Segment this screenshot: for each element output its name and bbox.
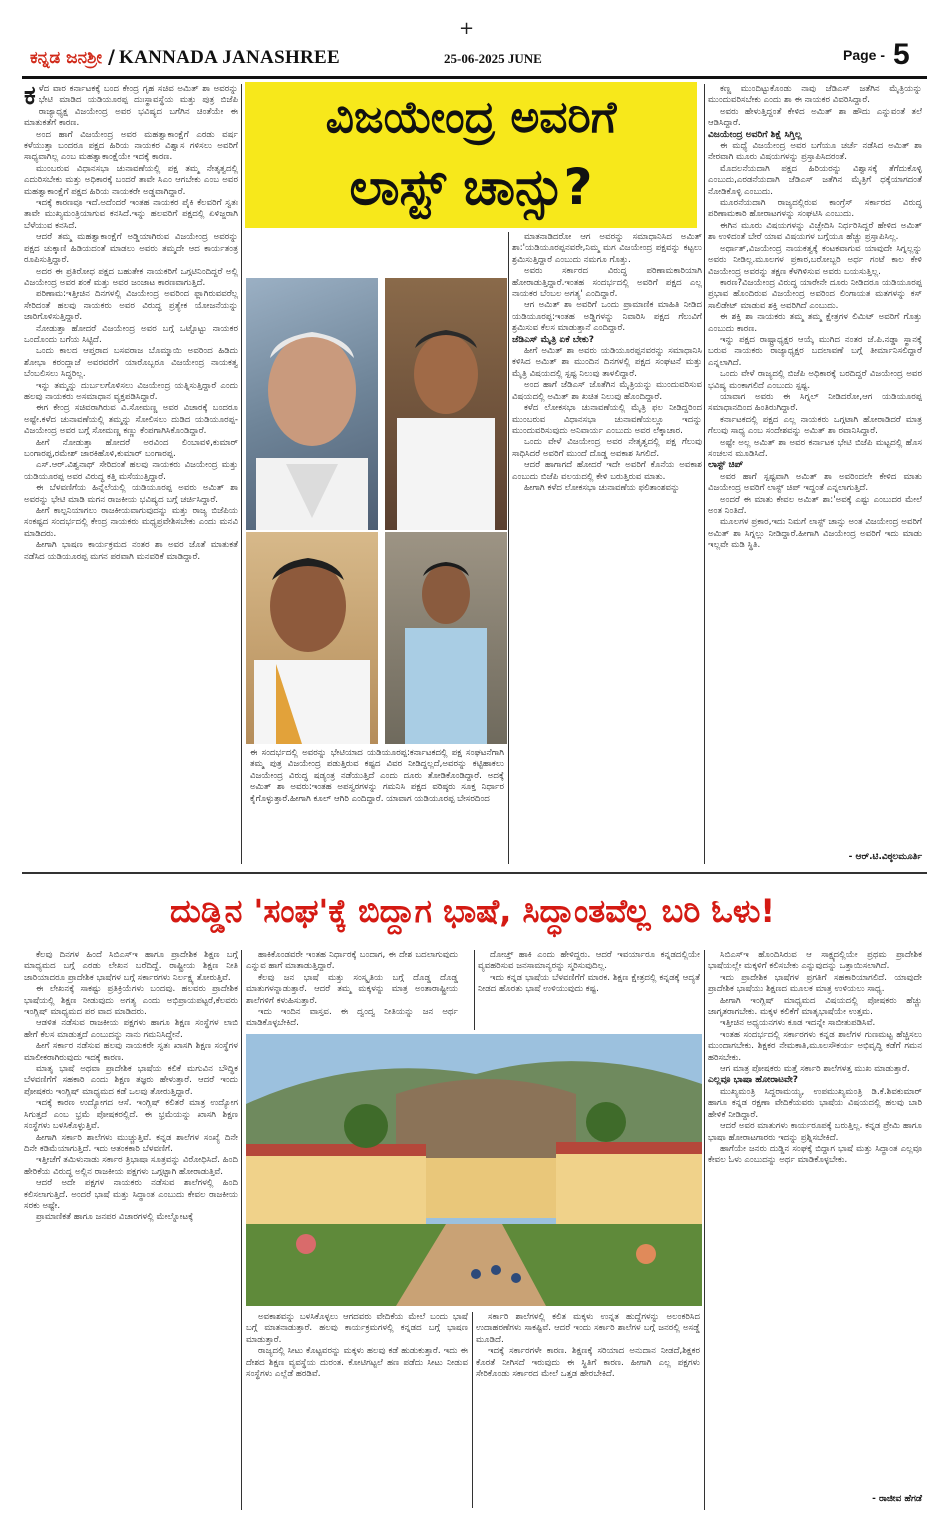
crop-mark-icon: + — [459, 18, 475, 39]
paragraph: ಅಂದ ಹಾಗೆ ಜೆಡಿಎಸ್ ಜೊತೆಗಿನ ಮೈತ್ರಿಯನ್ನು ಮುಂದುವರಿಸುವ ವಿಷಯದಲ್ಲಿ ಅಮಿತ್ ಶಾ ಖಚಿತ ನಿಲುವು ಹೊಂದಿದ್ದಾರೆ. — [512, 380, 702, 402]
paragraph: ಳೆದ ವಾರ ಕರ್ನಾಟಕಕ್ಕೆ ಬಂದ ಕೇಂದ್ರ ಗೃಹ ಸಚಿವ ಅಮಿತ್ ಶಾ ಅವರನ್ನು ಭೇಟಿ ಮಾಡಿದ ಯಡಿಯೂರಪ್ಪ ದುಃಸ್ಥಾವಸ್ಥೆಯ ಮತ್ತು ಪುತ್ರ ಬಿಜೆಪಿ ರಾಜ್ಯಾಧ್ಯಕ್ಷ ವಿಜಯೇಂದ್ರ ಅವರ ಭವಿಷ್ಯದ ಬಗೆಗಿನ ಚಿಂತೆಯೇ ಈ ಮಾತುಕತೆಗೆ ಕಾರಣ. — [24, 84, 238, 129]
paragraph: ಹೀಗಾಗಿ ಭಾಷಣ ಕಾರ್ಯಕ್ರಮದ ನಂತರ ಶಾ ಅವರ ಜೊತೆ ಮಾತುಕತೆ ನಡೆಸಿದ ಯಡಿಯೂರಪ್ಪ ಮಗನ ಪರವಾಗಿ ಮನವರಿಕೆ ಮಾಡಿದ್ದಾರೆ. — [24, 540, 238, 562]
paragraph: ಅವರ ಹಾಗೆ ಸ್ಪಷ್ಟವಾಗಿ ಅಮಿತ್ ಶಾ ಅವರಿಂದಲೇ ಕೇಳಿದ ಮಾತು ವಿಜಯೇಂದ್ರ ಅವರಿಗೆ ಲಾಸ್ಟ್ ಚಿಪ್ ಇದ್ದಂತೆ ಎನ್ನಲಾಗುತ್ತಿದೆ. — [708, 471, 922, 494]
column-divider — [704, 950, 705, 1510]
section-rule — [22, 872, 927, 874]
paragraph: ಆಡಳಿತ ನಡೆಸುವ ರಾಜಕೀಯ ಪಕ್ಷಗಳು ಹಾಗೂ ಶಿಕ್ಷಣ ಸಂಸ್ಥೆಗಳ ಲಾಬಿ ಹೇಗೆ ಕೆಲಸ ಮಾಡುತ್ತದೆ ಎಂಬುದನ್ನು ನಾನು ಗಮನಿಸಿದ್ದೇನೆ. — [24, 1018, 238, 1040]
paragraph: ಕಾರಣ?ವಿಜಯೇಂದ್ರ ವಿರುದ್ಧ ಯಾರೇನೇ ದೂರು ನೀಡಿದರೂ ಯಡಿಯೂರಪ್ಪ ಪ್ರಭಾವ ಹೊಂದಿರುವ ವಿಜಯೇಂದ್ರ ಅವರಿಂದ ಲಿಂಗಾಯತ ಮತಗಳನ್ನು ಕಸ್ ಸಾಲಿಡೇಟ್ ಮಾಡುವ ಶಕ್ತಿ ಅವರಿಗಿದೆ ಎಂಬುದು. — [708, 277, 922, 311]
portrait-man-smiling-icon — [385, 278, 507, 530]
paragraph: ಈಗ ಕೇಂದ್ರ ಸಚಿವರಾಗಿರುವ ವಿ.ಸೋಮಣ್ಣ ಅವರ ವಿಚಾರಕ್ಕೆ ಬಂದರೂ ಅಷ್ಟೇ.ಕಳೆದ ಚುನಾವಣೆಯಲ್ಲಿ ತಮ್ಮನ್ನು ಸೋಲಿಸಲು ದುಡಿದ ಯಡಿಯೂರಪ್ಪ-ವಿಜಯೇಂದ್ರ ಅವರ ಬಗ್ಗೆ ಸೋಮಣ್ಣ ಕಣ್ಣು ಕೆಂಪಗಾಗಿಸಿಕೊಂಡಿದ್ದಾರೆ. — [24, 403, 238, 437]
paragraph: ಪರಿಣಾಮ:ಇತ್ತೀಚಿನ ದಿನಗಳಲ್ಲಿ ವಿಜಯೇಂದ್ರ ಅವರಿಂದ ಫ್ಲಾಗಿರುವವರೆಲ್ಲ ಸೇರಿದಂತೆ ಹಲವು ನಾಯಕರು ಅವರ ವಿರುದ್ಧ ಪ್ರತ್ಯೇಕ ಯೋಜನೆಯನ್ನು ಜಾರಿಗೊಳಿಸುತ್ತಿದ್ದಾರೆ. — [24, 289, 238, 323]
paragraph: ದೋಚ್ತ್ ಹಾಕಿ ಎಂದು ಹೇಳಿದ್ದರು. ಆದರೆ ಇವರ್ಯಾರೂ ಕನ್ನಡದಲ್ಲಿಯೇ ವ್ಯವಹರಿಸುವ ಜನಸಾಮಾನ್ಯರನ್ನು ಸ್ಮರಿಸುವುದಿಲ್ಲ. — [478, 950, 700, 972]
paragraph: ಯಾವಾಗ ಅವರು ಈ ಸಿಗ್ನಲ್ ನೀಡಿದರೋ,ಆಗ ಯಡಿಯೂರಪ್ಪ ಸಮಾಧಾನದಿಂದ ಹಿಂತಿರುಗಿದ್ದಾರೆ. — [708, 391, 922, 414]
article2-headline-box — [0, 880, 945, 944]
paragraph: ಇದಕ್ಕೆ ಕಾರಣ ಉದ್ಯೋಗದ ಆಸೆ. ಇಂಗ್ಲಿಷ್ ಕಲಿತರೆ ಮಾತ್ರ ಉದ್ಯೋಗ ಸಿಗುತ್ತದೆ ಎಂಬ ಭ್ರಮೆ ಪೋಷಕರಲ್ಲಿದೆ. ಈ ಭ್ರಮೆಯನ್ನು ಖಾಸಗಿ ಶಿಕ್ಷಣ ಸಂಸ್ಥೆಗಳು ಬಳಸಿಕೊಳ್ಳುತ್ತಿವೆ. — [24, 1098, 238, 1132]
paragraph: ಅಂದ ಹಾಗೆ ವಿಜಯೇಂದ್ರ ಅವರ ಮಹತ್ವಾಕಾಂಕ್ಷೆಗೆ ಎರಡು ವರ್ಷ ಕಳೆಯುತ್ತಾ ಬಂದರೂ ಪಕ್ಷದ ಹಿರಿಯ ನಾಯಕರ ವಿಶ್ವಾಸ ಗಳಿಸಲು ಅವರಿಗೆ ಸಾಧ್ಯವಾಗಿಲ್ಲ ಎಂಬ ಮಹತ್ವಾಕಾಂಕ್ಷೆಯೇ ಇದಕ್ಕೆ ಕಾರಣ. — [24, 129, 238, 163]
photo-caption: ಈ ಸಂದರ್ಭದಲ್ಲಿ ಅವರನ್ನು ಭೇಟಿಯಾದ ಯಡಿಯೂರಪ್ಪ:ಕರ್ನಾಟಕದಲ್ಲಿ ಪಕ್ಷ ಸಂಘಟನೆಗಾಗಿ ತಮ್ಮ ಪುತ್ರ ವಿಜಯೇಂದ್ರ ಪಡುತ್ತಿರುವ ಕಷ್ಟದ ವಿವರ ನೀಡಿದ್ದಲ್ಲದೆ,ಅವರನ್ನು ಕಟ್ಟಿಹಾಕಲು ವಿಜಯೇಂದ್ರ ವಿರುದ್ಧ ಷಡ್ಯಂತ್ರ ನಡೆಯುತ್ತಿದೆ ಎಂದು ದೂರು ತೋಡಿಕೊಂಡಿದ್ದಾರೆ. ಅದಕ್ಕೆ ಅಮಿತ್ ಶಾ ಅವರು:ಇಂತಹ ಅಪಸ್ವರಗಳನ್ನು ಗಮನಿಸಿ ಪಕ್ಷದ ವರಿಷ್ಠರು ಸೂಕ್ತ ನಿರ್ಧಾರ ಕೈಗೊಳ್ಳುತ್ತಾರೆ.ಹೀಗಾಗಿ ಕೂಲ್ ಆಗಿರಿ ಎಂದಿದ್ದಾರೆ. ಯಾವಾಗ ಯಡಿಯೂರಪ್ಪ ಬೇಸರದಿಂದ — [250, 748, 504, 804]
paragraph: ಇನ್ನು ತಮ್ಮನ್ನು ದುರ್ಬಲಗೊಳಿಸಲು ವಿಜಯೇಂದ್ರ ಯತ್ನಿಸುತ್ತಿದ್ದಾರೆ ಎಂದು ಹಲವು ನಾಯಕರು ಅಸಮಾಧಾನ ವ್ಯಕ್ತಪಡಿಸಿದ್ದಾರೆ. — [24, 380, 238, 402]
paragraph: ಅವಕಾಶವನ್ನು ಬಳಸಿಕೊಳ್ಳಲು ಆಗದವರು ವೇದಿಕೆಯ ಮೇಲೆ ಬಂದು ಭಾಷೆ ಬಗ್ಗೆ ಮಾತನಾಡುತ್ತಾರೆ. ಹಲವು ಕಾರ್ಯಕ್ರಮಗಳಲ್ಲಿ ಕನ್ನಡದ ಬಗ್ಗೆ ಭಾಷಣ ಮಾಡುತ್ತಾರೆ. — [246, 1312, 468, 1345]
column-divider — [704, 84, 705, 864]
paragraph: ಆಗ ಮಾತ್ರ ಪೋಷಕರು ಮತ್ತೆ ಸರ್ಕಾರಿ ಶಾಲೆಗಳತ್ತ ಮುಖ ಮಾಡುತ್ತಾರೆ. — [720, 1064, 910, 1075]
portrait-man-white-hair-icon — [246, 278, 378, 530]
dateline: 25-06-2025 JUNE — [444, 51, 542, 66]
article1-headline-line2: ಲಾಸ್ಟ್ ಚಾನ್ಸು? — [349, 158, 593, 216]
column-divider — [241, 84, 242, 864]
subheading: ಜೆಡಿಎಸ್ ಮೈತ್ರಿ ಏಕೆ ಬೇಕು? — [512, 334, 594, 345]
paragraph: ರಾಜ್ಯದಲ್ಲಿ ಸೀಟು ಕೊಟ್ಟವರನ್ನು ಮಕ್ಕಳು ಹಲವು ಕಡೆ ಹುಡುಕುತ್ತಾರೆ. ಇದು ಈ ದೇಶದ ಶಿಕ್ಷಣ ವ್ಯವಸ್ಥೆಯ ದುರಂತ. ಕೋಟಿಗಟ್ಟಲೆ ಹಣ ಪಡೆದು ಸೀಟು ನೀಡುವ ಸಂಸ್ಥೆಗಳು ಎಲ್ಲೆಡೆ ಹರಡಿವೆ. — [246, 1346, 468, 1380]
article1-col1 — [24, 84, 238, 864]
paragraph: ಹೀಗಾಗಿ ಕಳೆದ ಲೋಕಸಭಾ ಚುನಾವಣೆಯ ಫಲಿತಾಂಶವನ್ನು — [524, 482, 680, 493]
paragraph: ಅಷ್ಟೇ ಅಲ್ಲ ಅಮಿತ್ ಶಾ ಅವರ ಕರ್ನಾಟಕ ಭೇಟಿ ಬಿಜೆಪಿ ಮಟ್ಟದಲ್ಲಿ ಹೊಸ ಸಂಚಲನ ಮೂಡಿಸಿದೆ. — [708, 437, 922, 459]
subheading: ಎಲ್ಲವೂ ಭಾಷಾ ಹೋರಾಟವೇ? — [708, 1075, 798, 1086]
photo-r-ashok — [246, 532, 378, 744]
paragraph: ಸಿಬಿಎಸ್‌ಇ ಹೊಂದಿಸಿರುವ ಆ ಸಾಕ್ಷ್ಯದಲ್ಲಿಯೇ ಪ್ರಥಮ ಪ್ರಾದೇಶಿಕ ಭಾಷೆಯಲ್ಲೇ ಮಕ್ಕಳಿಗೆ ಕಲಿಸಬೇಕು ಎನ್ನುವುದನ್ನು ಒತ್ತಾಯಿಸಲಾಗಿದೆ. — [708, 950, 922, 972]
article2-col2-top — [246, 950, 458, 1030]
subheading: ಲಾಸ್ಟ್ ಚಿಪ್ — [708, 460, 744, 471]
photo-vijayendra — [385, 532, 507, 744]
article2-col3-bottom — [476, 1312, 700, 1508]
paragraph: ಕೆಲವು ಜನ ಭಾಷೆ ಮತ್ತು ಸಂಸ್ಕೃತಿಯ ಬಗ್ಗೆ ದೊಡ್ಡ ದೊಡ್ಡ ಮಾತುಗಳನ್ನಾಡುತ್ತಾರೆ. ಆದರೆ ತಮ್ಮ ಮಕ್ಕಳನ್ನು ಮಾತ್ರ ಅಂತಾರಾಷ್ಟ್ರೀಯ ಶಾಲೆಗಳಿಗೆ ಕಳುಹಿಸುತ್ತಾರೆ. — [246, 972, 458, 1006]
paragraph: ಪ್ರಾಮಾಣಿಕತೆ ಹಾಗೂ ಜನಪರ ವಿಚಾರಗಳಲ್ಲಿ ಮೇಲ್ನೋಟಕ್ಕೆ — [36, 1212, 194, 1223]
column-divider — [241, 950, 242, 1510]
paragraph: ಮಾತೃ ಭಾಷೆ ಅಥವಾ ಪ್ರಾದೇಶಿಕ ಭಾಷೆಯ ಕಲಿಕೆ ಮಗುವಿನ ಬೌದ್ಧಿಕ ಬೆಳವಣಿಗೆಗೆ ಸಹಕಾರಿ ಎಂದು ಶಿಕ್ಷಣ ತಜ್ಞರು ಹೇಳುತ್ತಾರೆ. ಆದರೆ ಇಂದು ಪೋಷಕರು ಇಂಗ್ಲಿಷ್ ಮಾಧ್ಯಮದ ಕಡೆ ಒಲವು ತೋರುತ್ತಿದ್ದಾರೆ. — [24, 1064, 238, 1097]
paragraph: ಆಗ ಅಮಿತ್ ಶಾ ಅವರಿಗೆ ಒಂದು ಪ್ರಾಮಾಣಿಕ ಮಾಹಿತಿ ನೀಡಿದ ಯಡಿಯೂರಪ್ಪ:ಇಂತಹ ಅಡ್ಡಿಗಳನ್ನು ನಿವಾರಿಸಿ ಪಕ್ಷದ ಗೆಲುವಿಗೆ ಶ್ರಮಿಸುವ ಕೆಲಸ ಮಾಡುತ್ತಾನೆ ಎಂದಿದ್ದಾರೆ. — [512, 300, 702, 334]
article1-headline-line1: ವಿಜಯೇಂದ್ರ ಅವರಿಗೆ — [325, 92, 617, 143]
brand-separator: / — [108, 46, 115, 68]
dropcap: ಕ — [24, 84, 36, 111]
article2-col2-bottom — [246, 1312, 468, 1508]
paragraph: ಹೀಗೆ ಕಾಲ್ಪನಿಯಾಗಲು ರಾಜಕೀಯವಾಗುವುದನ್ನು ಮತ್ತು ರಾಜ್ಯ ಬಿಜೆಪಿಯ ಸಂಕಷ್ಟದ ಸಂದರ್ಭದಲ್ಲಿ ಕೇಂದ್ರ ನಾಯಕರು ಮಧ್ಯಪ್ರವೇಶಿಸಬೇಕು ಎಂದು ಮನವಿ ಮಾಡಿದರು. — [24, 506, 238, 539]
paragraph: ಎಸ್.ಆರ್.ವಿಶ್ವನಾಥ್ ಸೇರಿದಂತೆ ಹಲವು ನಾಯಕರು ವಿಜಯೇಂದ್ರ ಮತ್ತು ಯಡಿಯೂರಪ್ಪ ಅವರ ವಿರುದ್ಧ ಕತ್ತಿ ಮಸೆಯುತ್ತಿದ್ದಾರೆ. — [24, 460, 238, 482]
paragraph: ಈ ಶಕ್ತಿ ಶಾ ನಾಯಕರು ತಮ್ಮ ತಮ್ಮ ಕ್ಷೇತ್ರಗಳ ಲಿಮಿಟ್ ಅವರಿಗೆ ಗೊತ್ತು ಎಂಬುದು ಕಾರಣ. — [708, 312, 922, 334]
paragraph: ಆದರೆ ಅವರ ಮಾತುಗಳು ಕಾರ್ಯರೂಪಕ್ಕೆ ಬರುತ್ತಿಲ್ಲ. ಕನ್ನಡ ಪ್ರೇಮಿ ಹಾಗೂ ಭಾಷಾ ಹೋರಾಟಗಾರರು ಇದನ್ನು ಪ್ರಶ್ನಿಸಬೇಕಿದೆ. — [708, 1121, 922, 1143]
paragraph: ಇದಕ್ಕೆ ಸರ್ಕಾರಗಳೇ ಕಾರಣ. ಶಿಕ್ಷಣಕ್ಕೆ ಸರಿಯಾದ ಅನುದಾನ ನೀಡದೆ,ಶಿಕ್ಷಕರ ಕೊರತೆ ನೀಗಿಸದೆ ಇರುವುದು ಈ ಸ್ಥಿತಿಗೆ ಕಾರಣ. ಹೀಗಾಗಿ ಎಲ್ಲ ಪಕ್ಷಗಳು ಸೇರಿಕೊಂಡು ಸರ್ಕಾರದ ಮೇಲೆ ಒತ್ತಡ ಹೇರಬೇಕಿದೆ. — [476, 1346, 700, 1380]
photo-school-campus — [246, 1034, 702, 1306]
brand-english: KANNADA JANASHREE — [119, 47, 340, 68]
paragraph: ಇತ್ತೀಚಿನ ಅಧ್ಯಯನಗಳು ಕೂಡ ಇದನ್ನೇ ಸಾಬೀತುಪಡಿಸಿವೆ. — [720, 1018, 876, 1029]
paragraph: ಕೆಲವು ದಿನಗಳ ಹಿಂದೆ ಸಿಬಿಎಸ್‌ಇ ಹಾಗೂ ಪ್ರಾದೇಶಿಕ ಶಿಕ್ಷಣ ಬಗ್ಗೆ ಮಾಧ್ಯಮದ ಬಗ್ಗೆ ಎರಡು ಲೇಖನ ಬರೆದಿದ್ದೆ. ರಾಷ್ಟ್ರೀಯ ಶಿಕ್ಷಣ ನೀತಿ ಜಾರಿಯಾದರೂ ಪ್ರಾದೇಶಿಕ ಭಾಷೆಗಳ ಬಗ್ಗೆ ಸರ್ಕಾರಗಳು ನಿರ್ಲಕ್ಷ್ಯ ತೋರುತ್ತಿವೆ. — [24, 950, 238, 983]
paragraph: ಮೂಲಗಳ ಪ್ರಕಾರ,ಇದು ನಿಮಗೆ ಲಾಸ್ಟ್ ಚಾನ್ಸು ಅಂತ ವಿಜಯೇಂದ್ರ ಅವರಿಗೆ ಅಮಿತ್ ಶಾ ಸಿಗ್ನಲ್ಲು ನೀಡಿದ್ದಾರೆ.ಹೀಗಾಗಿ ವಿಜಯೇಂದ್ರ ಅವರಿಗೆ ಇದು ಮಾಡು ಇಲ್ಲವೇ ಮಡಿ ಸ್ಥಿತಿ. — [708, 517, 922, 551]
paragraph: ಮೊದಲನೆಯದಾಗಿ ಪಕ್ಷದ ಹಿರಿಯರನ್ನು ವಿಶ್ವಾಸಕ್ಕೆ ತೆಗೆದುಕೊಳ್ಳಿ ಎಂಬುದು,ಎರಡನೆಯದಾಗಿ ಜೆಡಿಎಸ್ ಜತೆಗಿನ ಮೈತ್ರಿಗೆ ಧಕ್ಕೆಯಾಗದಂತೆ ನೋಡಿಕೊಳ್ಳಿ ಎಂಬುದು. — [708, 163, 922, 197]
column-divider — [508, 232, 509, 864]
paragraph: ಕರ್ನಾಟಕದಲ್ಲಿ ಪಕ್ಷದ ಎಲ್ಲ ನಾಯಕರು ಒಗ್ಗಟಾಗಿ ಹೋರಾಡಿದರೆ ಮಾತ್ರ ಗೆಲುವು ಸಾಧ್ಯ ಎಂಬ ಸಂದೇಶವನ್ನು ಅಮಿತ್ ಶಾ ರವಾನಿಸಿದ್ದಾರೆ. — [708, 414, 922, 437]
portrait-man-mustache-icon — [246, 532, 378, 744]
paragraph: ಅಂದರೆ ಈ ಮಾತು ಕೇವಲ ಅಮಿತ್ ಶಾ:'ಅವಕ್ಕೆ ಎಷ್ಟು ಎಂಬುದರ ಮೇಲೆ ಅಂತ ನಿಂತಿದೆ. — [708, 494, 922, 517]
paragraph: ಇದು ಕನ್ನಡ ಭಾಷೆಯ ಬೆಳವಣಿಗೆಗೆ ಮಾರಕ. ಶಿಕ್ಷಣ ಕ್ಷೇತ್ರದಲ್ಲಿ ಕನ್ನಡಕ್ಕೆ ಆದ್ಯತೆ ನೀಡದ ಹೊರತು ಭಾಷೆ ಉಳಿಯುವುದು ಕಷ್ಟ. — [478, 972, 700, 995]
paragraph: ಒಂದು ಕಾಲದ ಆಪ್ತರಾದ ಬಸವರಾಜ ಬೊಮ್ಮಾಯಿ ಅವರಿಂದ ಹಿಡಿದು ಶೋಭಾ ಕರಂದ್ಲಾಜೆ ಅವರವರೆಗೆ ಯಾರೊಬ್ಬರೂ ವಿಜಯೇಂದ್ರ ನಾಯಕತ್ವ ಬೆಂಬಲಿಸಲು ಸಿದ್ಧರಿಲ್ಲ. — [24, 346, 238, 380]
article1-byline: - ಆರ್.ಟಿ.ವಿಠ್ಠಲಮೂರ್ತಿ — [848, 852, 922, 862]
paragraph: ಮುಂಬರುವ ವಿಧಾನಸಭಾ ಚುನಾವಣೆಯಲ್ಲಿ ಪಕ್ಷ ತಮ್ಮ ನೇತೃತ್ವದಲ್ಲಿ ಎದುರಿಸಬೇಕು ಮತ್ತು ಅಧಿಕಾರಕ್ಕೆ ಬಂದರೆ ತಾವೇ ಸಿಎಂ ಆಗಬೇಕು ಎಂಬ ಅವರ ಮಹತ್ವಾಕಾಂಕ್ಷೆಗೆ ಪಕ್ಷದ ಹಿರಿಯ ನಾಯಕರೇ ಅಡ್ಡವಾಗಿದ್ದಾರೆ. — [24, 163, 238, 197]
masthead — [0, 0, 945, 78]
paragraph: ಆದರೆ ತಮ್ಮ ಮಹತ್ವಾಕಾಂಕ್ಷೆಗೆ ಅಡ್ಡಿಯಾಗಿರುವ ವಿಜಯೇಂದ್ರ ಅವರನ್ನು ಪಕ್ಷದ ಚುಕ್ಕಾಣಿ ಹಿಡಿಯದಂತೆ ಮಾಡಲು ಅವರು ತಮ್ಮದೇ ಆದ ಕಾರ್ಯತಂತ್ರ ರೂಪಿಸುತ್ತಿದ್ದಾರೆ. — [24, 232, 238, 266]
paragraph: ಮೂರನೆಯದಾಗಿ ರಾಜ್ಯದಲ್ಲಿರುವ ಕಾಂಗ್ರೆಸ್ ಸರ್ಕಾರದ ವಿರುದ್ಧ ಪರಿಣಾಮಕಾರಿ ಹೋರಾಟಗಳನ್ನು ಸಂಘಟಿಸಿ ಎಂಬುದು. — [708, 198, 922, 220]
article2-col1 — [24, 950, 238, 1510]
paragraph: ಇದಕ್ಕೆ ಕಾರಣವೂ ಇದೆ.ಅದೆಂದರೆ ಇಂತಹ ನಾಯಕರ ಪೈಕಿ ಕೆಲವರಿಗೆ ಸ್ವತಃ ತಾವೇ ಮುಖ್ಯಮಂತ್ರಿಯಾಗುವ ಕನಸಿದೆ.ಇನ್ನು ಹಲವರಿಗೆ ಪಕ್ಷದಲ್ಲಿ ಏಳಿಜ್ಜರಾಗಿ ಬೆಳೆಯುವ ಕನಸಿದೆ. — [24, 198, 238, 231]
article2-col3-top — [478, 950, 700, 1030]
school-campus-illustration — [246, 1034, 702, 1306]
photo-amit-shah — [246, 278, 378, 530]
paragraph: ಇದು ಇಂದಿನ ವಾಸ್ತವ. ಈ ದ್ವಂದ್ವ ನೀತಿಯನ್ನು ಜನ ಅರ್ಥ ಮಾಡಿಕೊಳ್ಳಬೇಕಿದೆ. — [246, 1007, 458, 1029]
paragraph: ಈಗಿನ ಮೂರು ವಿಷಯಗಳನ್ನು ವಿಚ್ಛೇದಿಸಿ ನಿರ್ಧರಿಸಿದ್ದರೆ ಹೇಳಿದ ಅಮಿತ್ ಶಾ ಉಳಿದಂತೆ ಬೇರೆ ಯಾವ ವಿಷಯಗಳ ಬಗ್ಗೆಯೂ ಹೆಚ್ಚು ಪ್ರಸ್ತಾಪಿಸಿಲ್ಲ. — [708, 220, 922, 243]
paragraph: ಒಂದು ವೇಳೆ ರಾಜ್ಯದಲ್ಲಿ ಬಿಜೆಪಿ ಅಧಿಕಾರಕ್ಕೆ ಬರದಿದ್ದರೆ ವಿಜಯೇಂದ್ರ ಅವರ ಭವಿಷ್ಯ ಮಂಕಾಗಲಿದೆ ಎಂಬುದು ಸ್ಪಷ್ಟ. — [708, 369, 922, 391]
article1-col-right — [708, 84, 922, 848]
paragraph: ಹೀಗೆ ಸರ್ಕಾರ ನಡೆಸುವ ಹಲವು ನಾಯಕರೇ ಸ್ವತಃ ಖಾಸಗಿ ಶಿಕ್ಷಣ ಸಂಸ್ಥೆಗಳ ಮಾಲೀಕರಾಗಿರುವುದು ಇದಕ್ಕೆ ಕಾರಣ. — [24, 1041, 238, 1063]
portrait-man-blue-shirt-icon — [385, 532, 507, 744]
article1-headline-box — [245, 82, 697, 228]
paragraph: ಇನ್ನು ಪಕ್ಷದ ರಾಷ್ಟ್ರಾಧ್ಯಕ್ಷರ ಆಯ್ಕೆ ಮುಗಿದ ನಂತರ ಜೆ.ಪಿ.ನಡ್ಡಾ ಸ್ಥಾನಕ್ಕೆ ಬರುವ ನಾಯಕರು ರಾಜ್ಯಾಧ್ಯಕ್ಷರ ಬದಲಾವಣೆ ಬಗ್ಗೆ ತೀರ್ಮಾನಿಸಲಿದ್ದಾರೆ ಎನ್ನಲಾಗಿದೆ. — [708, 334, 922, 368]
column-divider — [474, 950, 475, 1030]
article2-col4 — [708, 950, 922, 1490]
paragraph: ಹೀಗೆ ಅಮಿತ್ ಶಾ ಅವರು ಯಡಿಯೂರಪ್ಪನವರನ್ನು ಸಮಾಧಾನಿಸಿ ಕಳಿಸಿದ ಅಮಿತ್ ಶಾ ಮುಂದಿನ ದಿನಗಳಲ್ಲಿ ಪಕ್ಷದ ಸಂಘಟನೆ ಮತ್ತು ಮೈತ್ರಿ ವಿಷಯದಲ್ಲಿ ಸ್ಪಷ್ಟ ನಿಲುವು ತಾಳಲಿದ್ದಾರೆ. — [512, 346, 702, 379]
paragraph: ಅವರು ಹೇಳುತ್ತಿದ್ದಂತೆ ಕೇಳಿದ ಅಮಿತ್ ಶಾ ಹೌದು ಎನ್ನುವಂತೆ ತಲೆ ಆಡಿಸಿದ್ದಾರೆ. — [708, 106, 922, 129]
paragraph: ಇತ್ತೀಚೆಗೆ ತಮಿಳುನಾಡು ಸರ್ಕಾರ ತ್ರಿಭಾಷಾ ಸೂತ್ರವನ್ನು ವಿರೋಧಿಸಿದೆ. ಹಿಂದಿ ಹೇರಿಕೆಯ ವಿರುದ್ಧ ಅಲ್ಲಿನ ರಾಜಕೀಯ ಪಕ್ಷಗಳು ಒಗ್ಗಟ್ಟಾಗಿ ಹೋರಾಡುತ್ತಿವೆ. — [24, 1155, 238, 1177]
article2-byline: - ರಾಜೀವ ಹೆಗಡೆ — [872, 1494, 922, 1504]
column-divider — [472, 1312, 473, 1508]
page-label: Page - — [843, 47, 886, 63]
paragraph: ನೋಡುತ್ತಾ ಹೋದರೆ ವಿಜಯೇಂದ್ರ ಅವರ ಬಗ್ಗೆ ಒಟ್ಟೊಟ್ಟು ನಾಯಕರ ಒಂದೊಂದು ಬಗೆಯ ಸಿಟ್ಟಿದೆ. — [24, 323, 238, 345]
paragraph: ಈ ಬೆಳವಣಿಗೆಯ ಹಿನ್ನೆಲೆಯಲ್ಲಿ ಯಡಿಯೂರಪ್ಪ ಅವರು ಅಮಿತ್ ಶಾ ಅವರನ್ನು ಭೇಟಿ ಮಾಡಿ ಮಗನ ರಾಜಕೀಯ ಭವಿಷ್ಯದ ಬಗ್ಗೆ ಚರ್ಚಿಸಿದ್ದಾರೆ. — [24, 483, 238, 505]
paragraph: ಹೀಗೆ ನೋಡುತ್ತಾ ಹೋದರೆ ಅರವಿಂದ ಲಿಂಬಾವಳಿ,ಕುಮಾರ್ ಬಂಗಾರಪ್ಪ,ರಮೇಶ್ ಜಾರಕಿಹೊಳಿ,ಕುಮಾರ್ ಬಂಗಾರಪ್ಪ. — [24, 437, 238, 459]
paragraph: ಹೀಗಾಗಿ ಇಂಗ್ಲಿಷ್ ಮಾಧ್ಯಮದ ವಿಷಯದಲ್ಲಿ ಪೋಷಕರು ಹೆಚ್ಚು ಜಾಗೃತರಾಗಬೇಕು. ಮಕ್ಕಳ ಕಲಿಕೆಗೆ ಮಾತೃಭಾಷೆಯೇ ಉತ್ತಮ. — [708, 995, 922, 1018]
subheading: ವಿಜಯೇಂದ್ರ ಅವರಿಗೆ ಶಿಕ್ಷೆ ಸಿಗ್ತಿಲ್ಲ — [708, 129, 802, 140]
paragraph: ಈ ಲೇಖನಕ್ಕೆ ಸಾಕಷ್ಟು ಪ್ರತಿಕ್ರಿಯೆಗಳು ಬಂದವು. ಹಲವರು ಪ್ರಾದೇಶಿಕ ಭಾಷೆಯಲ್ಲಿ ಶಿಕ್ಷಣ ನೀಡುವುದು ಅಗತ್ಯ ಎಂದು ಅಭಿಪ್ರಾಯಪಟ್ಟರೆ,ಕೆಲವರು ಇಂಗ್ಲಿಷ್ ಮಾಧ್ಯಮದ ಪರ ವಾದ ಮಾಡಿದರು. — [24, 984, 238, 1018]
photo-yediyurappa-aide — [385, 278, 507, 530]
article2-headline: ದುಡ್ಡಿನ 'ಸಂಘ'ಕ್ಕೆ ಬಿದ್ದಾಗ ಭಾಷೆ, ಸಿದ್ಧಾಂತವೆಲ್ಲ ಬರಿ ಓಳು! — [169, 892, 776, 930]
brand-kannada: ಕನ್ನಡ ಜನಶ್ರೀ — [30, 48, 102, 68]
paragraph: ಅವರು ಸರ್ಕಾರದ ವಿರುದ್ಧ ಪರಿಣಾಮಕಾರಿಯಾಗಿ ಹೋರಾಡುತ್ತಿದ್ದಾರೆ.ಇಂತಹ ಸಂದರ್ಭದಲ್ಲಿ ಅವರಿಗೆ ಪಕ್ಷದ ಎಲ್ಲ ನಾಯಕರ ಬೆಂಬಲ ಅಗತ್ಯ' ಎಂದಿದ್ದಾರೆ. — [512, 266, 702, 300]
paragraph: ಆದರೆ ಹಾಗಾಗದೆ ಹೋದರೆ ಇದೇ ಅವರಿಗೆ ಕೊನೆಯ ಅವಕಾಶ ಎಂಬುದು ಬಿಜೆಪಿ ವಲಯದಲ್ಲಿ ಕೇಳಿ ಬರುತ್ತಿರುವ ಮಾತು. — [512, 460, 702, 482]
paragraph: ಈ ಮಧ್ಯೆ ವಿಜಯೇಂದ್ರ ಅವರ ಬಗೆಯೂ ಚರ್ಚೆ ನಡೆಸಿದ ಅಮಿತ್ ಶಾ ನೇರವಾಗಿ ಮೂರು ವಿಷಯಗಳನ್ನು ಪ್ರಸ್ತಾಪಿಸಿದರಂತೆ. — [708, 141, 922, 163]
masthead-rule — [22, 76, 927, 79]
paragraph: ಕಣ್ಣ ಮುಂದಿಟ್ಟುಕೊಂಡು ನಾವು ಜೆಡಿಎಸ್ ಜತೆಗಿನ ಮೈತ್ರಿಯನ್ನು ಮುಂದುವರಿಸಬೇಕು ಎಂದು ಶಾ ಈ ನಾಯಕರ ವಿವರಿಸಿದ್ದಾರೆ. — [708, 84, 922, 106]
paragraph: ಅರ್ಥಾತ್,ವಿಜಯೇಂದ್ರ ನಾಯಕತ್ವಕ್ಕೆ ಕಂಟಕವಾಗುವ ಯಾವುದೇ ಸಿಗ್ನಲ್ಲನ್ನು ಅವರು ನೀಡಿಲ್ಲ.ಮೂಲಗಳ ಪ್ರಕಾರ,ಬರೋಬ್ಬರಿ ಅರ್ಧ ಗಂಟೆ ಕಾಲ ಕೇಳಿ ವಿಜಯೇಂದ್ರ ಅವರನ್ನು ತಕ್ಷಣ ಕೆಳಗಿಳಿಸುವ ಅವರು ಬಯಸುತ್ತಿಲ್ಲ. — [708, 243, 922, 277]
paragraph: ಅದರ ಈ ಪ್ರತಿರೋಧ ಪಕ್ಷದ ಬಹುತೇಕ ನಾಯಕರಿಗೆ ಒಗ್ಗಟಿನಿಂದಿದ್ದರೆ ಅಲ್ಲಿ ವಿಜಯೇಂದ್ರ ಅವರ ಶಂಕೆ ಮತ್ತು ಅವರ ಜಂಜಾಟ ಕಾರಣವಾಗುತ್ತಿದೆ. — [24, 266, 238, 288]
paragraph: ಕಳೆದ ಲೋಕಸಭಾ ಚುನಾವಣೆಯಲ್ಲಿ ಮೈತ್ರಿ ಫಲ ನೀಡಿದ್ದರಿಂದ ಮುಂಬರುವ ವಿಧಾನಸಭಾ ಚುನಾವಣೆಯಲ್ಲೂ ಇದನ್ನು ಮುಂದುವರಿಸುವುದು ಅನಿವಾರ್ಯ ಎಂಬುದು ಅವರ ಲೆಕ್ಕಾಚಾರ. — [512, 403, 702, 436]
paragraph: ಒಂದು ವೇಳೆ ವಿಜಯೇಂದ್ರ ಅವರ ನೇತೃತ್ವದಲ್ಲಿ ಪಕ್ಷ ಗೆಲುವು ಸಾಧಿಸಿದರೆ ಅವರಿಗೆ ಮುಂದೆ ದೊಡ್ಡ ಅವಕಾಶ ಸಿಗಲಿದೆ. — [512, 437, 702, 459]
paragraph: ಹೀಗಾಗಿ ಸರ್ಕಾರಿ ಶಾಲೆಗಳು ಮುಚ್ಚುತ್ತಿವೆ. ಕನ್ನಡ ಶಾಲೆಗಳ ಸಂಖ್ಯೆ ದಿನೇ ದಿನೇ ಕಡಿಮೆಯಾಗುತ್ತಿದೆ. ಇದು ಆತಂಕಕಾರಿ ಬೆಳವಣಿಗೆ. — [24, 1132, 238, 1154]
paragraph: ಸರ್ಕಾರಿ ಶಾಲೆಗಳಲ್ಲಿ ಕಲಿತ ಮಕ್ಕಳು ಉನ್ನತ ಹುದ್ದೆಗಳನ್ನು ಅಲಂಕರಿಸಿದ ಉದಾಹರಣೆಗಳು ಸಾಕಷ್ಟಿವೆ. ಆದರೆ ಇಂದು ಸರ್ಕಾರಿ ಶಾಲೆಗಳ ಬಗ್ಗೆ ಜನರಲ್ಲಿ ಅಸಡ್ಡೆ ಮೂಡಿದೆ. — [476, 1312, 700, 1345]
page-number: 5 — [893, 38, 910, 71]
paragraph: ಹಾಗೆಯೇ ಜನರು ದುಡ್ಡಿನ ಸಂಘಕ್ಕೆ ಬಿದ್ದಾಗ ಭಾಷೆ ಮತ್ತು ಸಿದ್ಧಾಂತ ಎಲ್ಲವೂ ಕೇವಲ ಓಳು ಎಂಬುದನ್ನು ಅರ್ಥ ಮಾಡಿಕೊಳ್ಳಬೇಕು. — [708, 1143, 922, 1166]
paragraph: ಮುಖ್ಯಮಂತ್ರಿ ಸಿದ್ದರಾಮಯ್ಯ, ಉಪಮುಖ್ಯಮಂತ್ರಿ ಡಿ.ಕೆ.ಶಿವಕುಮಾರ್ ಹಾಗೂ ಕನ್ನಡ ರಕ್ಷಣಾ ವೇದಿಕೆಯವರು ಭಾಷೆಯ ವಿಷಯದಲ್ಲಿ ಹಲವು ಬಾರಿ ಹೇಳಿಕೆ ನೀಡಿದ್ದಾರೆ. — [708, 1086, 922, 1120]
paragraph: ಇಂತಹ ಸಂದರ್ಭದಲ್ಲಿ ಸರ್ಕಾರಗಳು ಕನ್ನಡ ಶಾಲೆಗಳ ಗುಣಮಟ್ಟ ಹೆಚ್ಚಿಸಲು ಮುಂದಾಗಬೇಕು. ಶಿಕ್ಷಕರ ನೇಮಕಾತಿ,ಮೂಲಸೌಕರ್ಯ ಅಭಿವೃದ್ಧಿ ಕಡೆಗೆ ಗಮನ ಹರಿಸಬೇಕು. — [708, 1029, 922, 1063]
paragraph: ಆದರೆ ಅದೇ ಪಕ್ಷಗಳ ನಾಯಕರು ನಡೆಸುವ ಶಾಲೆಗಳಲ್ಲಿ ಹಿಂದಿ ಕಲಿಸಲಾಗುತ್ತಿದೆ. ಅಂದರೆ ಭಾಷೆ ಮತ್ತು ಸಿದ್ಧಾಂತ ಎಂಬುದು ಕೇವಲ ರಾಜಕೀಯ ಸರಕು ಅಷ್ಟೇ. — [24, 1178, 238, 1211]
paragraph: ಹಾಕಿಕೊಂಡವರೇ ಇಂತಹ ನಿರ್ಧಾರಕ್ಕೆ ಬಂದಾಗ, ಈ ದೇಶ ಬದಲಾಗುವುದು ಎನ್ನುವ ಹಾಗೆ ಮಾತಾಡುತ್ತಿದ್ದಾರೆ. — [246, 950, 458, 972]
article1-col-mid — [512, 232, 702, 864]
paragraph: ಇದು ಪ್ರಾದೇಶಿಕ ಭಾಷೆಗಳ ಪ್ರಗತಿಗೆ ಸಹಕಾರಿಯಾಗಲಿದೆ. ಯಾವುದೇ ಪ್ರಾದೇಶಿಕ ಭಾಷೆಯು ಶಿಕ್ಷಣದ ಮೂಲಕ ಮಾತ್ರ ಉಳಿಯಲು ಸಾಧ್ಯ. — [708, 972, 922, 995]
paragraph: ಮಾತನಾಡಿದರೋ ಆಗ ಅವರನ್ನು ಸಮಾಧಾನಿಸಿದ ಅಮಿತ್ ಶಾ:'ಯಡಿಯೂರಪ್ಪನವರೇ,ನಿಮ್ಮ ಮಗ ವಿಜಯೇಂದ್ರ ಪಕ್ಷವನ್ನು ಕಟ್ಟಲು ಶ್ರಮಿಸುತ್ತಿದ್ದಾರೆ ಎಂಬುದು ನಮಗೂ ಗೊತ್ತು. — [512, 232, 702, 265]
